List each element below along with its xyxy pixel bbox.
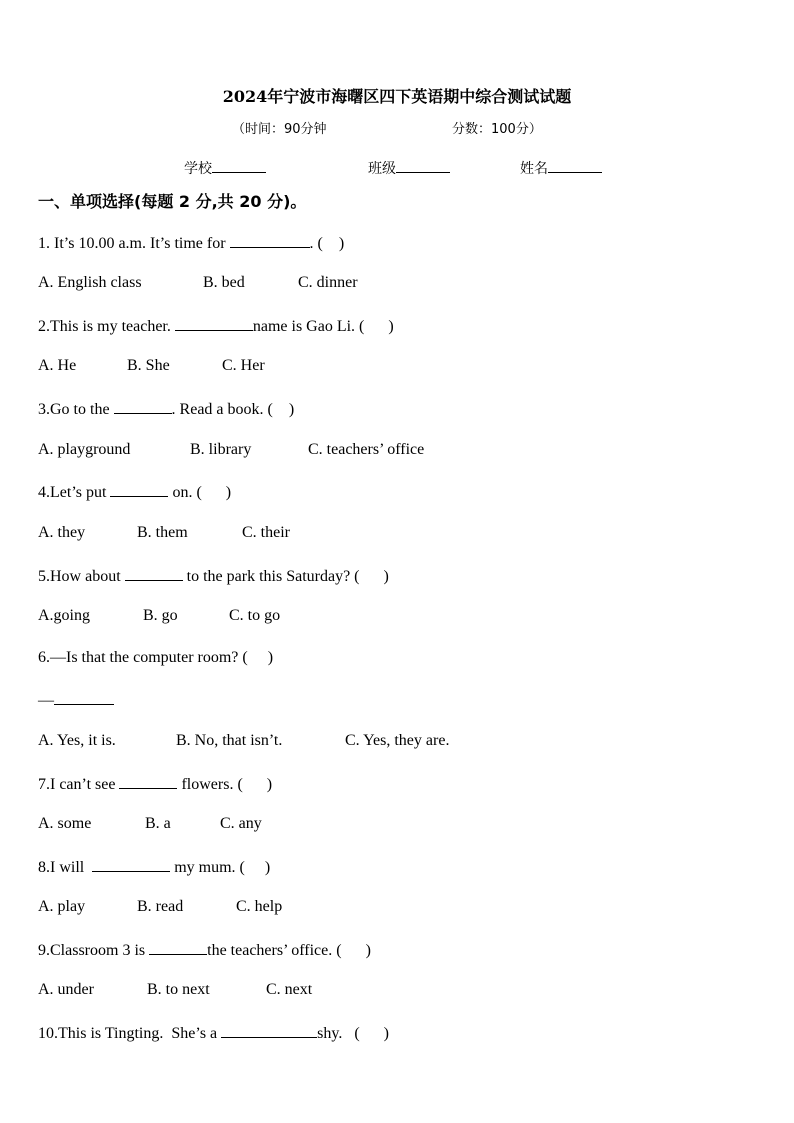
name-field xyxy=(520,158,602,178)
name-blank[interactable] xyxy=(548,158,602,173)
option-c[interactable]: C. dinner xyxy=(298,274,358,291)
question-text: 2.This is my teacher. xyxy=(38,318,175,335)
question-text: shy. ( ) xyxy=(317,1025,389,1042)
option-b[interactable]: B. go xyxy=(143,607,178,624)
answer-blank[interactable] xyxy=(175,316,253,331)
question-9 xyxy=(38,940,371,960)
question-5 xyxy=(38,566,389,586)
question-text: on. ( ) xyxy=(168,484,232,501)
option-a[interactable]: A. Yes, it is. xyxy=(38,732,116,749)
answer-blank[interactable] xyxy=(114,399,172,414)
question-text: to the park this Saturday? ( ) xyxy=(182,568,389,585)
option-c[interactable]: C. Yes, they are. xyxy=(345,732,450,749)
class-label: 班级 xyxy=(368,161,396,177)
option-b[interactable]: B. a xyxy=(145,815,171,832)
option-b[interactable]: B. them xyxy=(137,524,188,541)
question-text: . ( ) xyxy=(309,235,345,252)
option-a[interactable]: A. play xyxy=(38,898,86,915)
question-text: the teachers’ office. ( ) xyxy=(207,942,371,959)
question-text: 1. It’s 10.00 a.m. It’s time for xyxy=(38,235,230,252)
option-c[interactable]: C. next xyxy=(266,981,313,998)
question-text: my mum. ( ) xyxy=(170,859,271,876)
section-heading: 一、单项选择(每题 2 分,共 20 分)。 xyxy=(38,192,307,211)
option-b[interactable]: B. She xyxy=(127,357,170,374)
question-text: flowers. ( ) xyxy=(177,776,273,793)
answer-blank[interactable] xyxy=(54,690,114,705)
class-blank[interactable] xyxy=(396,158,450,173)
answer-prefix: — xyxy=(38,692,54,709)
option-a[interactable]: A.going xyxy=(38,607,90,624)
question-text: 5.How about xyxy=(38,568,125,585)
question-text: 10.This is Tingting. She’s a xyxy=(38,1025,222,1042)
option-c[interactable]: C. to go xyxy=(229,607,281,624)
question-6 xyxy=(38,649,273,667)
option-c[interactable]: C. any xyxy=(220,815,262,832)
exam-score: 分数：100分） xyxy=(452,122,542,137)
question-text: 3.Go to the xyxy=(38,401,114,418)
class-field xyxy=(368,158,450,178)
answer-blank[interactable] xyxy=(110,482,168,497)
question-text: 8.I will xyxy=(38,859,93,876)
option-a[interactable]: A. He xyxy=(38,357,77,374)
answer-blank[interactable] xyxy=(230,233,310,248)
option-b[interactable]: B. library xyxy=(190,441,252,458)
question-1 xyxy=(38,233,344,253)
option-b[interactable]: B. to next xyxy=(147,981,210,998)
option-b[interactable]: B. No, that isn’t. xyxy=(176,732,283,749)
school-label: 学校 xyxy=(184,161,212,177)
question-text: 6.—Is that the computer room? ( ) xyxy=(38,649,274,666)
answer-blank[interactable] xyxy=(125,566,183,581)
answer-blank[interactable] xyxy=(92,857,170,872)
page-title: 2024年宁波市海曙区四下英语期中综合测试试题 xyxy=(222,87,572,106)
option-c[interactable]: C. their xyxy=(242,524,290,541)
option-c[interactable]: C. help xyxy=(236,898,283,915)
question-7 xyxy=(38,774,272,794)
question-10 xyxy=(38,1023,389,1043)
question-2 xyxy=(38,316,394,336)
question-8 xyxy=(38,857,270,877)
question-3 xyxy=(38,399,294,419)
option-b[interactable]: B. bed xyxy=(203,274,245,291)
question-text: 9.Classroom 3 is xyxy=(38,942,150,959)
answer-blank[interactable] xyxy=(149,940,207,955)
option-c[interactable]: C. teachers’ office xyxy=(308,441,425,458)
option-a[interactable]: A. they xyxy=(38,524,86,541)
option-c[interactable]: C. Her xyxy=(222,357,265,374)
name-label: 姓名 xyxy=(520,161,548,177)
answer-blank[interactable] xyxy=(119,774,177,789)
exam-time: （时间：90分钟 xyxy=(232,122,327,137)
answer-blank[interactable] xyxy=(221,1023,317,1038)
question-text: 4.Let’s put xyxy=(38,484,111,501)
option-a[interactable]: A. under xyxy=(38,981,94,998)
option-b[interactable]: B. read xyxy=(137,898,184,915)
question-4 xyxy=(38,482,231,502)
option-a[interactable]: A. playground xyxy=(38,441,131,458)
question-text: . Read a book. ( ) xyxy=(171,401,295,418)
question-text: 7.I can’t see xyxy=(38,776,120,793)
school-blank[interactable] xyxy=(212,158,266,173)
answer-line xyxy=(38,690,114,710)
question-text: name is Gao Li. ( ) xyxy=(252,318,394,335)
option-a[interactable]: A. English class xyxy=(38,274,142,291)
option-a[interactable]: A. some xyxy=(38,815,92,832)
school-field xyxy=(184,158,266,178)
